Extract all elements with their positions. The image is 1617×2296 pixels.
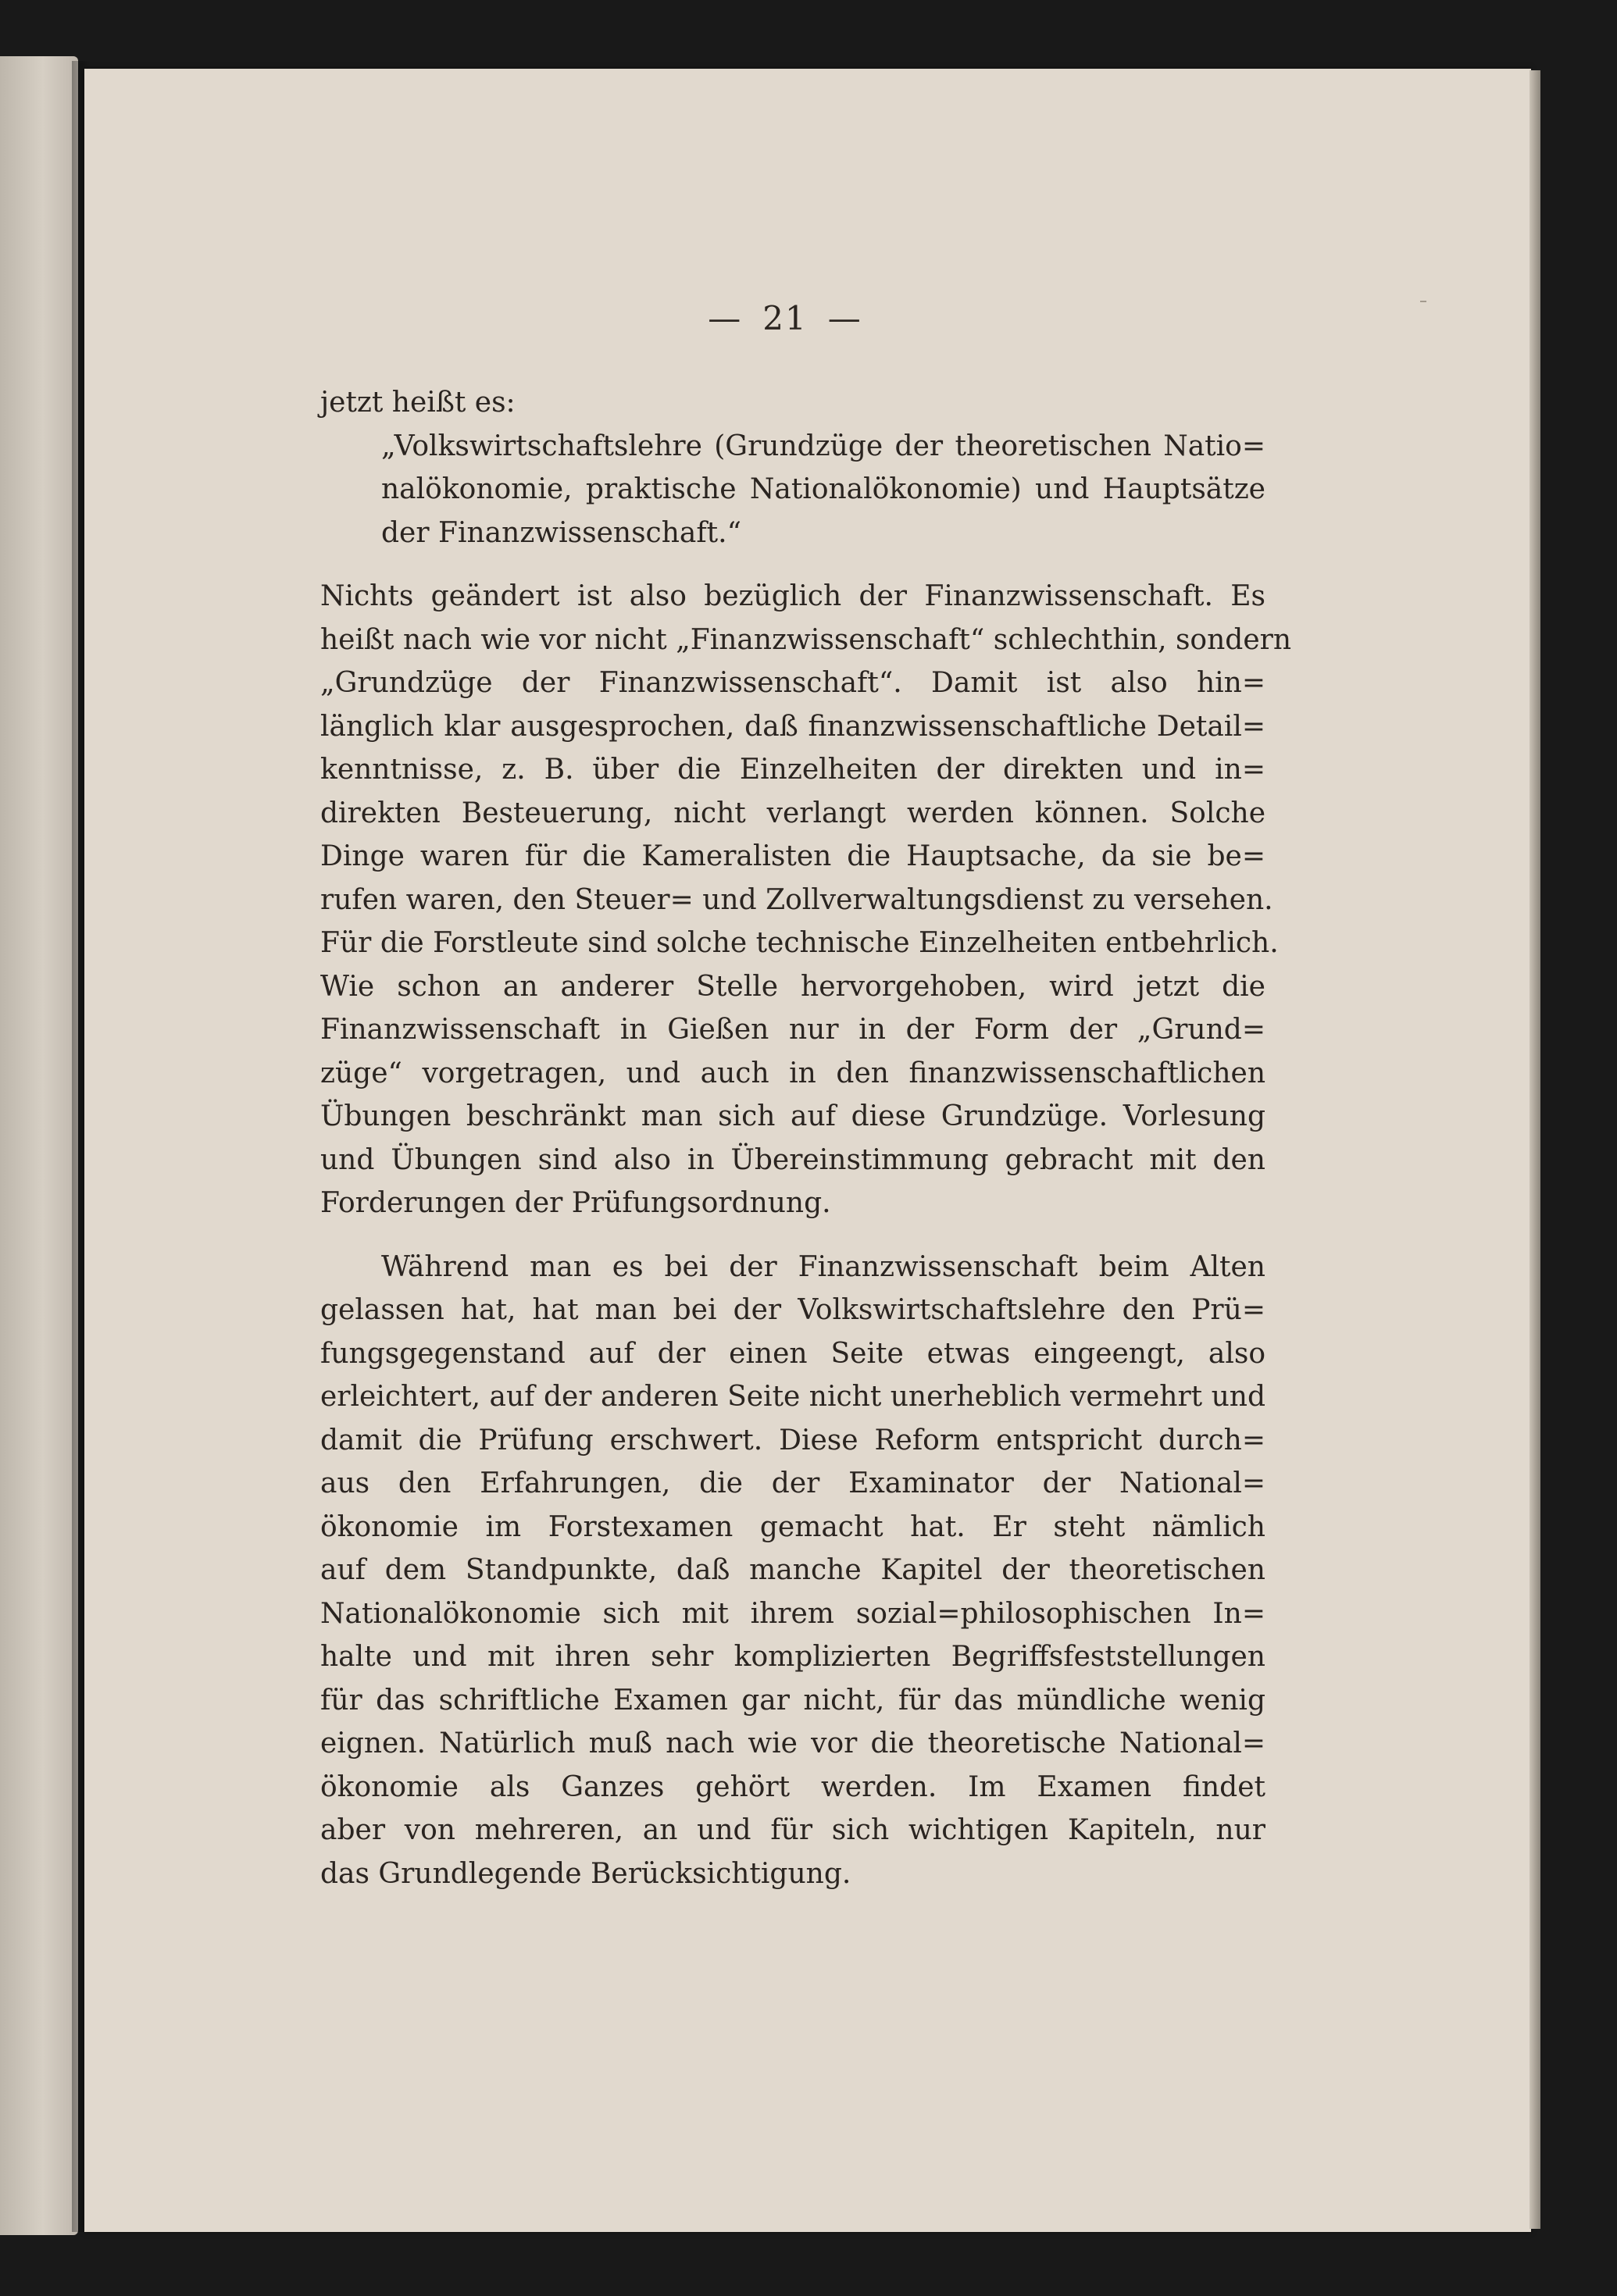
text-line: züge“ vorgetragen, und auch in den finanzwissenschaftlichen (320, 1057, 1265, 1089)
page-number (687, 299, 883, 337)
text-line: ökonomie als Ganzes gehört werden. Im Examen findet (320, 1770, 1265, 1803)
page-stack-edge (1530, 70, 1540, 2229)
page-number-value: 21 (762, 299, 808, 337)
text-line: länglich klar ausgesprochen, daß finanzwissenschaftliche Detail= (320, 710, 1265, 743)
text-line: Während man es bei der Finanzwissenschaft beim Alten (381, 1250, 1265, 1283)
text-line: fungsgegenstand auf der einen Seite etwas eingeengt, also (320, 1337, 1265, 1370)
text-line: heißt nach wie vor nicht „Finanzwissenschaft“ schlechthin, sondern (320, 623, 1292, 656)
text-line: gelassen hat, hat man bei der Volkswirtschaftslehre den Prü= (320, 1294, 1265, 1326)
previous-page-edge (0, 56, 78, 2235)
text-line: der Finanzwissenschaft.“ (381, 516, 741, 549)
text-line: erleichtert, auf der anderen Seite nicht unerheblich vermehrt und (320, 1381, 1265, 1413)
text-line: für das schriftliche Examen gar nicht, für das mündliche wenig (320, 1684, 1265, 1717)
body-text (320, 381, 1292, 1895)
text-line: und Übungen sind also in Übereinstimmung gebracht mit den (320, 1143, 1265, 1176)
text-line: auf dem Standpunkte, daß manche Kapitel der theoretischen (320, 1554, 1265, 1586)
lead-line (320, 381, 1265, 425)
text-line: ökonomie im Forstexamen gemacht hat. Er steht nämlich (320, 1510, 1265, 1543)
text-line: aus den Erfahrungen, die der Examinator der National= (320, 1467, 1265, 1499)
quotation-block (320, 425, 1265, 555)
text-line: Für die Forstleute sind solche technische Einzelheiten entbehrlich. (320, 927, 1279, 959)
text-line: aber von mehreren, an und für sich wichtigen Kapiteln, nur (320, 1814, 1265, 1846)
text-line: kenntnisse, z. B. über die Einzelheiten der direkten und in= (320, 754, 1265, 786)
text-line: Dinge waren für die Kameralisten die Hauptsache, da sie be= (320, 840, 1265, 872)
text-line: das Grundlegende Berücksichtigung. (320, 1857, 851, 1890)
text-line: eignen. Natürlich muß nach wie vor die theoretische National= (320, 1727, 1265, 1759)
text-line: damit die Prüfung erschwert. Diese Reform entspricht durch= (320, 1424, 1265, 1456)
paragraph-2 (320, 1246, 1265, 1896)
text-line: Nationalökonomie sich mit ihrem sozial=philosophischen In= (320, 1597, 1265, 1630)
page-number-dash-left: — (708, 299, 743, 337)
text-line: Nichts geändert ist also bezüglich der Finanzwissenschaft. Es (320, 580, 1265, 612)
text-line: Forderungen der Prüfungsordnung. (320, 1187, 831, 1219)
text-line: Übungen beschränkt man sich auf diese Grundzüge. Vorlesung (320, 1100, 1265, 1132)
text-line: Wie schon an anderer Stelle hervorgehoben, wird jetzt die (320, 970, 1265, 1003)
page-number-dash-right: — (827, 299, 862, 337)
text-line: Finanzwissenschaft in Gießen nur in der Form der „Grund= (320, 1014, 1265, 1046)
paper-speck (1420, 301, 1426, 302)
text-line: direkten Besteuerung, nicht verlangt werden können. Solche (320, 797, 1265, 829)
text-line: rufen waren, den Steuer= und Zollverwaltungsdienst zu versehen. (320, 883, 1273, 916)
text-line: jetzt heißt es: (320, 387, 516, 419)
text-line: halte und mit ihren sehr komplizierten Begriffsfeststellungen (320, 1641, 1265, 1673)
text-line: „Grundzüge der Finanzwissenschaft“. Damit ist also hin= (320, 667, 1265, 699)
text-line: „Volkswirtschaftslehre (Grundzüge der theoretischen Natio= (381, 430, 1265, 462)
paragraph-1 (320, 575, 1292, 1225)
text-line: nalökonomie, praktische Nationalökonomie) und Hauptsätze (381, 473, 1265, 505)
